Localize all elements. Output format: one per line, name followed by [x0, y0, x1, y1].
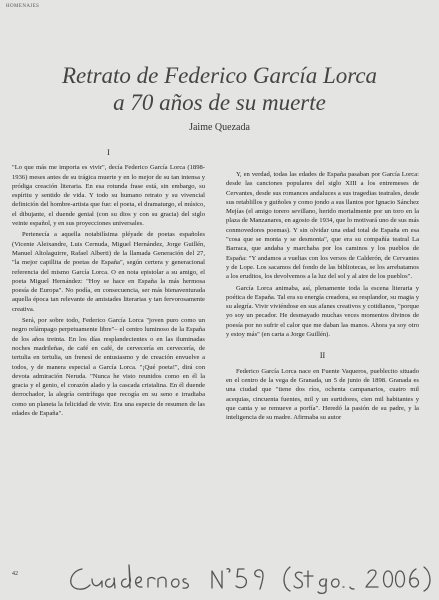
paragraph: "Lo que más me importa es vivir", decía Federico García Lorca (1898-1936) meses antes de su trágica muerte y en lo mejor de su tan intensa y pródiga creación literaria. En esa rotunda frase está, sin embargo, su espíritu y sentido de vida. Y todo su humano retrato y su vivencial definición del hombre-artista que fue: el poeta, el dramaturgo, el músico, el dibujante, el duende genial (con su dios y con su gracia) del siglo veinte español, y en sus proyecciones universales. — [12, 164, 205, 228]
section-numeral-2: II — [319, 351, 326, 361]
handwriting-scribble — [62, 561, 434, 595]
left-column — [12, 148, 205, 420]
paragraph: Pertenecía a aquella notabilísima pléyade de poetas españoles (Vicente Aleixandre, Luis Cernuda, Miguel Hernández, Jorge Guillén, Manuel Altolaguirre, Rafael Alberti) de la llamada Generación del 27, "la mejor capillita de poetas de España", según certera y generacional referencia del mismo García Lorca. O en nota epistolar a su amigo, el poeta Miguel Hernández: "Hoy se hace en España la más hermosa poesía de Europa". No podía, en consecuencia, ser más bienaventurada aquella época tan relevante de amistades literarias y tan fervorosamente creativa. — [12, 231, 205, 313]
section-numeral-1: I — [107, 148, 110, 157]
handwritten-annotation — [62, 561, 434, 595]
paragraph: García Lorca animaba, así, plenamente toda la escena literaria y poética de España. Tal era su energía creadora, su resplandor, su magia y su alegría. Vivir viviéndose en sus afanes creativos y cotidianos, "porque yo soy un pecador. He desmayado muchas veces momentos divinos de poesía por no sufrir el calor que me daban las manos. Ahora ya soy otro y estoy más" (en carta a Jorge Guillén). — [226, 284, 419, 339]
section-header: HOMENAJES — [6, 4, 40, 9]
right-column — [226, 170, 419, 424]
paragraph: Federico García Lorca nace en Fuente Vaqueros, pueblecito situado en el centro de la vega de Granada, un 5 de junio de 1898. Granada es una ciudad que "tiene dos ríos, ochenta campanarios, cuatro mil acequias, cincuenta fuentes, mil y un surtidores, cien mil habitantes y que canta y se remueve a porfía". Heredó la pasión de su padre, y la inteligencia de su madre. Afirmaba su autor — [226, 367, 419, 422]
page-number: 42 — [12, 571, 18, 577]
article-title-line1: Retrato de Federico García Lorca — [61, 63, 378, 88]
paragraph: Y, en verdad, todas las edades de España pasaban por García Lorca: desde las canciones populares del siglo XIII a los entremeses de Cervantes, desde sus romances andaluces a sus tragedias teatrales, desde sus retablillos y guiñoles y como jondo a sus llantos por Ignacio Sánchez Mejías (el amigo torero sevillano, herido mortalmente por un toro en la plaza de Manzanares, en agosto de 1934, que lo motivará uno de sus más conmovedores poemas). Y sin olvidar una edad total de España en esa "cosa que se monta y se desmonta", que era su compañía teatral La Barraca, que andaba y marchaba por los caminos y los pueblos de España: "Y andamos a vueltas con los versos de Calderón, de Cervantes y de Lope. Los sacamos del fondo de las bibliotecas, se los arrebatamos a los eruditos, los devolvemos a la luz del sol y al aire de los pueblos". — [226, 171, 419, 281]
article-author: Jaime Quezada — [189, 122, 250, 133]
article-title-line2: a 70 años de su muerte — [113, 90, 326, 115]
paragraph: Será, por sobre todo, Federico García Lorca "joven puro como un negro relámpago perpetuamente libre"– el centro luminoso de la España de los años treinta. En los días resplandecientes o en las iluminadas noches madrileñas, de café en café, de cervecería en cervecería, de tertulia en tertulia, un frenesí de entusiasmo y de creación envuelve a todos, y de manera especial a García Lorca. "¡Qué poeta!", dirá con devota admiración Neruda. "Nunca he visto reunidos como en él la gracia y el genio, el corazón alado y la cascada cristalina. En él duende derrochador, la alegría centrífuga que recogía en su seno e irradiaba como un planeta la felicidad de vivir. Era una especie de resumen de las edades de España". — [12, 317, 205, 418]
